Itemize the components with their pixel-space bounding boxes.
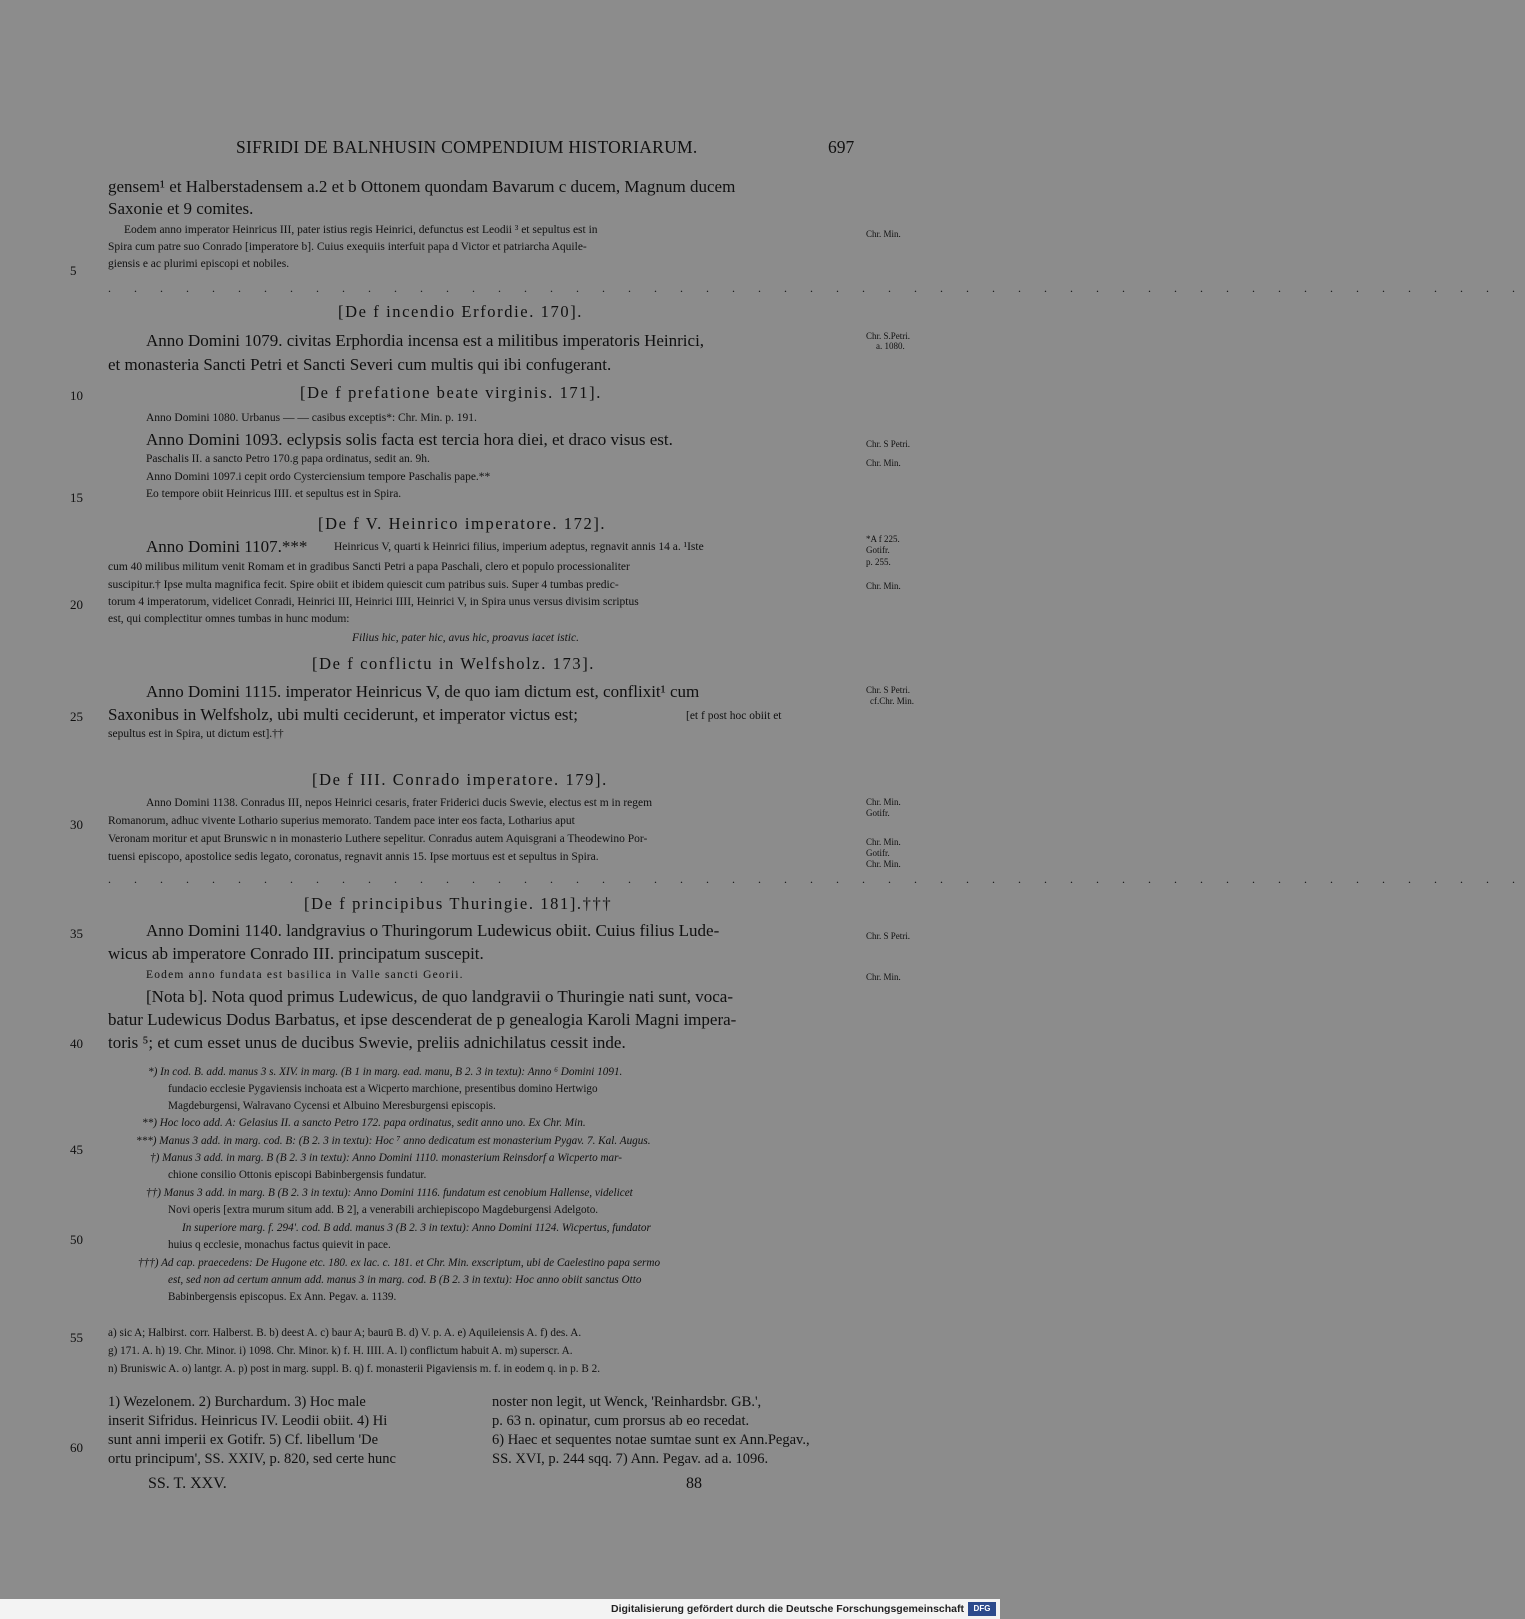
body-line: Spira cum patre suo Conrado [imperatore b]. Cuius exequiis interfuit papa d Victor et patriarcha Aquile- — [108, 241, 587, 253]
ref-footnote: inserit Sifridus. Heinricus IV. Leodii obiit. 4) Hi — [108, 1413, 388, 1429]
body-line: Heinricus V, quarti k Heinrici filius, imperium adeptus, regnavit annis 14 a. ¹Iste — [334, 541, 704, 553]
body-line: Anno Domini 1080. Urbanus — — casibus exceptis*: Chr. Min. p. 191. — [146, 412, 477, 424]
note-line: ††) Manus 3 add. in marg. B (B 2. 3 in textu): Anno Domini 1116. fundatum est cenobium Hallense, videlicet — [146, 1187, 633, 1199]
body-line: Eo tempore obiit Heinricus IIII. et sepultus est in Spira. — [146, 488, 402, 500]
note-line: *) In cod. B. add. manus 3 s. XIV. in marg. (B 1 in marg. ead. manu, B 2. 3 in textu): Anno ⁶ Domini 1091. — [148, 1066, 623, 1078]
note-line: ***) Manus 3 add. in marg. cod. B: (B 2. 3 in textu): Hoc ⁷ anno dedicatum est monasterium Pygav. 7. Kal. Augus. — [136, 1135, 651, 1147]
margin-line-number: 30 — [70, 817, 83, 832]
body-line: tuensi episcopo, apostolice sedis legato, coronatus, regnavit annis 15. Ipse mortuus est et sepultus in Spira. — [108, 851, 599, 863]
note-line: fundacio ecclesie Pygaviensis inchoata est a Wicperto marchione, presentibus domino Hertwigo — [168, 1083, 598, 1095]
margin-line-number: 10 — [70, 388, 83, 403]
body-line: Saxonie et 9 comites. — [108, 199, 254, 218]
margin-source-ref: Chr. Min. — [866, 458, 901, 468]
body-line: batur Ludewicus Dodus Barbatus, et ipse descenderat de p genealogia Karoli Magni impera- — [108, 1010, 737, 1029]
margin-source-ref: Chr. S.Petri. — [866, 331, 911, 341]
margin-line-number: 5 — [70, 263, 77, 278]
body-line: Anno Domini 1107.*** — [146, 537, 308, 556]
body-line: Anno Domini 1115. imperator Heinricus V, de quo iam dictum est, conflixit¹ cum — [146, 682, 700, 701]
body-line: torum 4 imperatorum, videlicet Conradi, Heinrici III, Heinrici IIII, Heinrici V, in Spira unus versus divisim scriptus — [108, 596, 639, 608]
ref-footnote: SS. XVI, p. 244 sqq. 7) Ann. Pegav. ad a. 1096. — [492, 1451, 769, 1467]
margin-source-ref: Chr. Min. — [866, 837, 901, 847]
margin-source-ref: Chr. Min. — [866, 972, 901, 982]
note-line: †††) Ad cap. praecedens: De Hugone etc. 180. ex lac. c. 181. et Chr. Min. exscriptum, ubi de Caelestino papa sermo — [138, 1257, 661, 1269]
margin-source-ref: a. 1080. — [876, 341, 905, 351]
margin-source-ref: Chr. Min. — [866, 859, 901, 869]
margin-line-number: 35 — [70, 926, 83, 941]
body-line: toris ⁵; et cum esset unus de ducibus Swevie, preliis adnichilatus cessit inde. — [108, 1033, 626, 1052]
body-line: Romanorum, adhuc vivente Lothario superius memorato. Tandem pace inter eos facta, Lotharius aput — [108, 815, 575, 827]
funding-credit-bar — [0, 1599, 1000, 1619]
body-line: Anno Domini 1079. civitas Erphordia incensa est a militibus imperatoris Heinrici, — [146, 331, 705, 350]
body-line: giensis e ac plurimi episcopi et nobiles. — [108, 258, 290, 270]
running-head-title: SIFRIDI DE BALNHUSIN COMPENDIUM HISTORIARUM. — [236, 137, 698, 157]
body-line: Anno Domini 1138. Conradus III, nepos Heinrici cesaris, frater Friderici ducis Swevie, electus est m in regem — [146, 797, 653, 809]
margin-source-ref: Gotifr. — [866, 808, 890, 818]
body-line: Saxonibus in Welfsholz, ubi multi ceciderunt, et imperator victus est; — [108, 705, 578, 724]
body-line: suscipitur.† Ipse multa magnifica fecit. Spire obiit et ibidem quiescit cum patribus suis. Super 4 tumbas predic- — [108, 579, 619, 591]
margin-line-number: 40 — [70, 1036, 83, 1051]
margin-line-number: 60 — [70, 1440, 83, 1455]
margin-source-ref: Gotifr. — [866, 545, 890, 555]
body-line: et monasteria Sancti Petri et Sancti Severi cum multis qui ibi confugerant. — [108, 355, 612, 374]
body-line: Eodem anno imperator Heinricus III, pater istius regis Heinrici, defunctus est Leodii ³ et sepultus est in — [124, 224, 598, 236]
margin-source-ref: Chr. S Petri. — [866, 685, 911, 695]
body-line: Paschalis II. a sancto Petro 170.g papa ordinatus, sedit an. 9h. — [146, 453, 430, 465]
section-heading: [De f conflictu in Welfsholz. 173]. — [312, 654, 596, 673]
sheet-signature: 88 — [686, 1475, 702, 1492]
note-line: Magdeburgensi, Walravano Cycensi et Albuino Meresburgensi episcopis. — [168, 1100, 496, 1112]
variant-line: n) Bruniswic A. o) lantgr. A. p) post in marg. suppl. B. q) f. monasterii Pigaviensis m. f. in eodem q. in p. B 2. — [108, 1363, 601, 1375]
body-line-verse: Filius hic, pater hic, avus hic, proavus iacet istic. — [352, 632, 579, 644]
margin-source-ref: Gotifr. — [866, 848, 890, 858]
margin-line-number: 20 — [70, 597, 83, 612]
note-line: chione consilio Ottonis episcopi Babinbergensis fundatur. — [168, 1169, 427, 1181]
margin-source-ref: Chr. Min. — [866, 581, 901, 591]
ref-footnote: noster non legit, ut Wenck, 'Reinhardsbr. GB.', — [492, 1394, 762, 1410]
section-heading: [De f V. Heinrico imperatore. 172]. — [318, 514, 607, 533]
dfg-logo: DFG — [968, 1602, 996, 1616]
margin-source-ref: *A f 225. — [866, 534, 900, 544]
section-heading: [De f prefatione beate virginis. 171]. — [300, 383, 602, 402]
body-line: [Nota b]. Nota quod primus Ludewicus, de quo landgravii o Thuringie nati sunt, voca- — [146, 987, 734, 1006]
body-line: sepultus est in Spira, ut dictum est].†† — [108, 728, 284, 740]
body-line: [et f post hoc obiit et — [686, 710, 782, 722]
volume-signature: SS. T. XXV. — [148, 1475, 227, 1492]
note-line: In superiore marg. f. 294'. cod. B add. manus 3 (B 2. 3 in textu): Anno Domini 1124. Wicpertus, fundator — [182, 1222, 651, 1234]
margin-source-ref: Chr. S Petri. — [866, 931, 911, 941]
body-line: est, qui complectitur omnes tumbas in hunc modum: — [108, 613, 350, 625]
section-heading: [De f incendio Erfordie. 170]. — [338, 302, 584, 321]
funding-credit-text: Digitalisierung gefördert durch die Deutsche Forschungsgemeinschaft — [611, 1603, 964, 1615]
margin-line-number: 45 — [70, 1142, 83, 1157]
note-line: huius q ecclesie, monachus factus quievit in pace. — [168, 1239, 391, 1251]
body-line: gensem¹ et Halberstadensem a.2 et b Ottonem quondam Bavarum c ducem, Magnum ducem — [108, 177, 736, 196]
page-number: 697 — [828, 137, 855, 157]
margin-source-ref: p. 255. — [866, 557, 891, 567]
margin-source-ref: Chr. Min. — [866, 797, 901, 807]
body-line: Anno Domini 1140. landgravius o Thuringorum Ludewicus obiit. Cuius filius Lude- — [146, 921, 720, 940]
variant-line: g) 171. A. h) 19. Chr. Minor. i) 1098. Chr. Minor. k) f. H. IIII. A. l) conflictum habuit A. m) superscr. A. — [108, 1345, 573, 1357]
body-line: wicus ab imperatore Conrado III. principatum suscepit. — [108, 944, 484, 963]
margin-source-ref: Chr. S Petri. — [866, 439, 911, 449]
ref-footnote: ortu principum', SS. XXIV, p. 820, sed certe hunc — [108, 1451, 396, 1467]
body-line: Anno Domini 1093. eclypsis solis facta est tercia hora diei, et draco visus est. — [146, 430, 673, 449]
margin-line-number: 55 — [70, 1330, 83, 1345]
note-line: †) Manus 3 add. in marg. B (B 2. 3 in textu): Anno Domini 1110. monasterium Reinsdorf a Wicperto mar- — [150, 1152, 622, 1164]
body-line: Eodem anno fundata est basilica in Valle sancti Georii. — [146, 969, 464, 981]
body-line: cum 40 milibus militum venit Romam et in gradibus Sancti Petri a papa Paschali, clero et populo processionaliter — [108, 561, 630, 573]
omission-dots: . . . . . . . . . . . . . . . . . . . . . . . . . . . . . . . . . . . . . . . . . . . . . . . . . . . . . . . — [108, 281, 1525, 295]
margin-source-ref: cf.Chr. Min. — [870, 696, 914, 706]
margin-line-number: 15 — [70, 490, 83, 505]
note-line: est, sed non ad certum annum add. manus 3 in marg. cod. B (B 2. 3 in textu): Hoc anno obiit sanctus Otto — [168, 1274, 642, 1286]
section-heading: [De f principibus Thuringie. 181].††† — [304, 894, 613, 913]
section-heading: [De f III. Conrado imperatore. 179]. — [312, 770, 608, 789]
note-line: Babinbergensis episcopus. Ex Ann. Pegav. a. 1139. — [168, 1291, 397, 1303]
ref-footnote: sunt anni imperii ex Gotifr. 5) Cf. libellum 'De — [108, 1432, 379, 1448]
ref-footnote: 1) Wezelonem. 2) Burchardum. 3) Hoc male — [108, 1394, 366, 1410]
body-line: Veronam moritur et aput Brunswic n in monasterio Luthere sepelitur. Conradus autem Aquisgrani a Theodewino Por- — [108, 833, 648, 845]
note-line: **) Hoc loco add. A: Gelasius II. a sancto Petro 172. papa ordinatus, sedit anno uno. Ex Chr. Min. — [142, 1117, 586, 1129]
variant-line: a) sic A; Halbirst. corr. Halberst. B. b) deest A. c) baur A; baurū B. d) V. p. A. e) Aquileiensis A. f) des. A. — [108, 1327, 582, 1339]
body-line: Anno Domini 1097.i cepit ordo Cysterciensium tempore Paschalis pape.** — [146, 471, 491, 483]
margin-line-number: 25 — [70, 709, 83, 724]
omission-dots: . . . . . . . . . . . . . . . . . . . . . . . . . . . . . . . . . . . . . . . . . . . . . . . . . . . . . . . — [108, 872, 1525, 886]
ref-footnote: 6) Haec et sequentes notae sumtae sunt ex Ann.Pegav., — [492, 1432, 810, 1448]
ref-footnote: p. 63 n. opinatur, cum prorsus ab eo recedat. — [492, 1413, 750, 1429]
margin-source-ref: Chr. Min. — [866, 229, 901, 239]
note-line: Novi operis [extra murum situm add. B 2], a venerabili archiepiscopo Magdeburgensi Adelgoto. — [168, 1204, 599, 1216]
margin-line-number: 50 — [70, 1232, 83, 1247]
